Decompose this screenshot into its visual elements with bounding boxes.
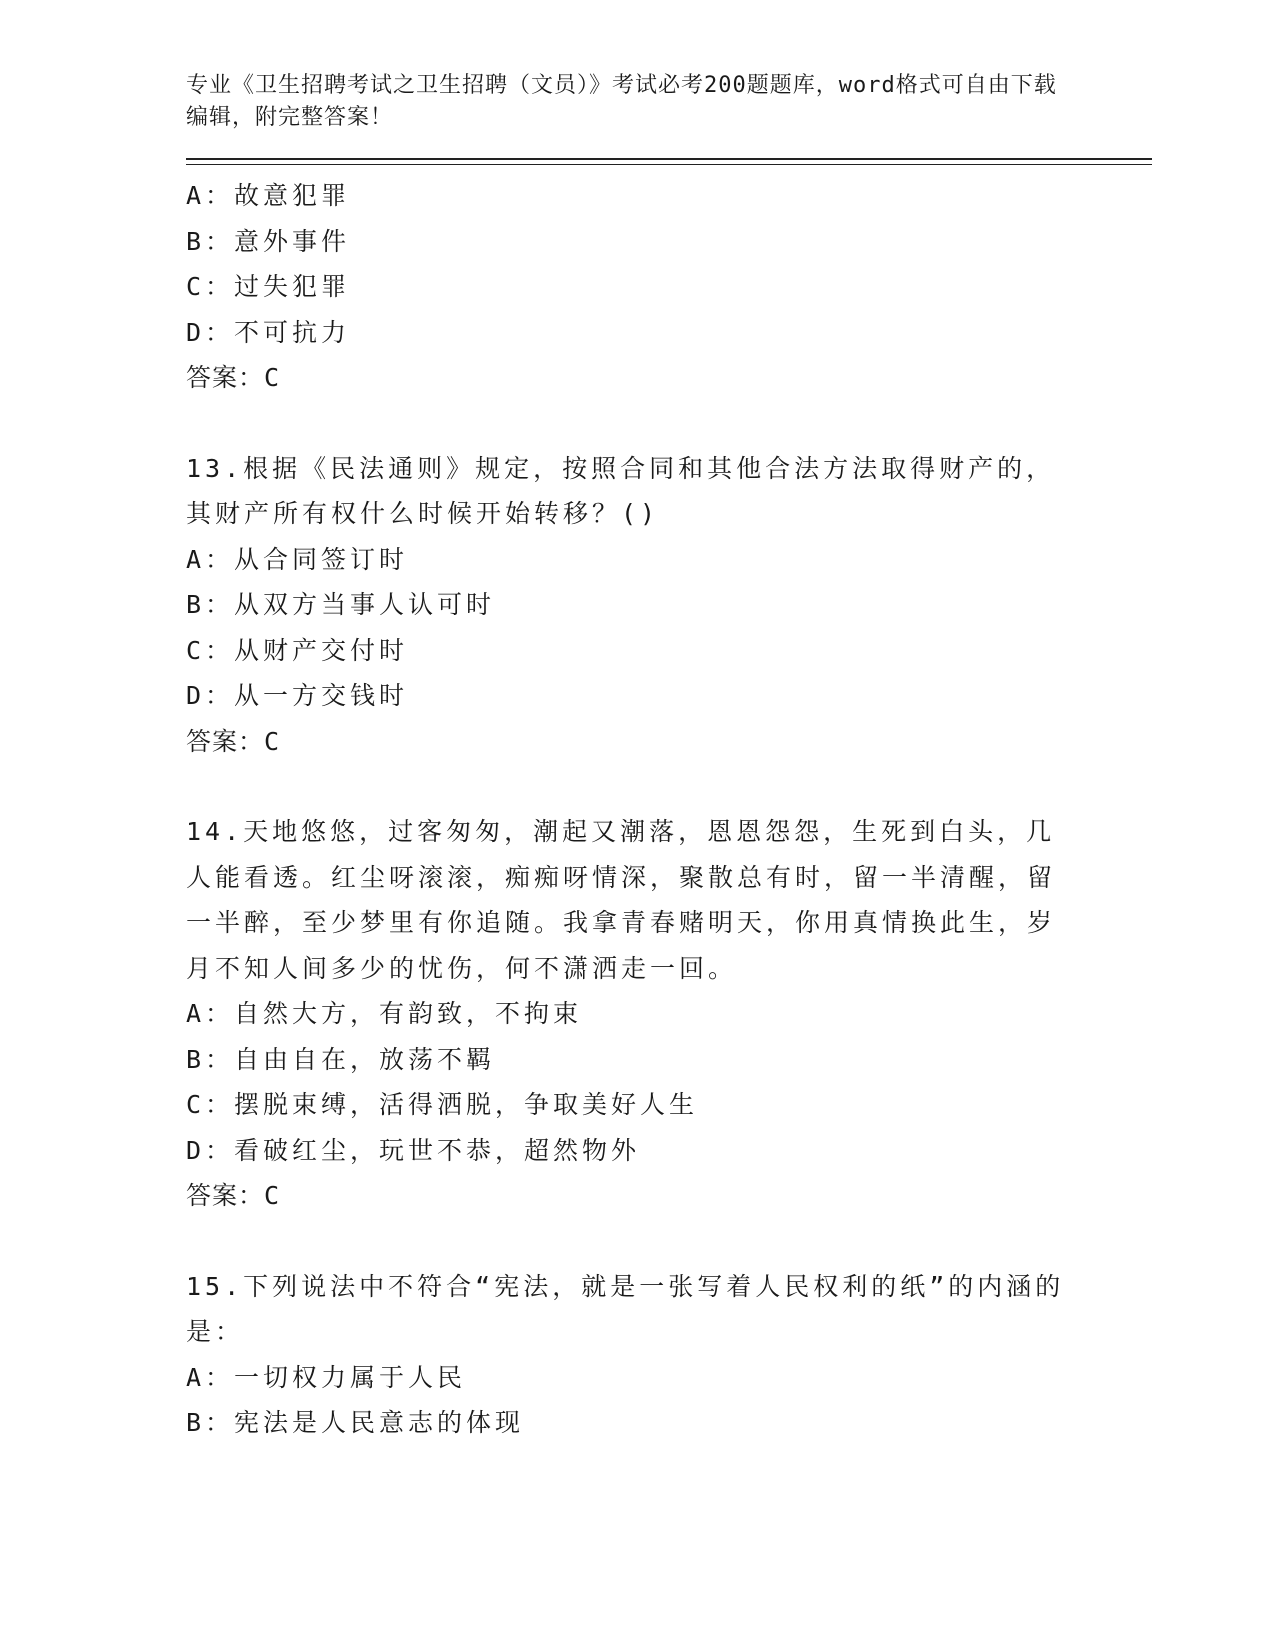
spacer [186, 401, 1156, 446]
question-13-block [186, 446, 1156, 765]
q14-option-a: A：自然大方，有韵致，不拘束 [186, 999, 583, 1028]
question-14-block [186, 809, 1156, 1219]
q13-option-a: A：从合同签订时 [186, 544, 409, 574]
question-15-block [186, 1264, 1156, 1446]
question-12-block [186, 173, 1156, 401]
document-page [186, 70, 1156, 1446]
q14-option-b: B：自由自在，放荡不羁 [186, 1044, 496, 1074]
q12-option-d: D：不可抗力 [186, 317, 351, 347]
q13-option-b: B：从双方当事人认可时 [186, 590, 496, 619]
q15-stem: 15.下列说法中不符合“宪法，就是一张写着人民权利的纸”的内涵的是： [186, 1271, 1065, 1346]
header-divider [186, 158, 1152, 165]
q14-option-d: D：看破红尘，玩世不恭，超然物外 [186, 1135, 641, 1165]
q14-option-c: C：摆脱束缚，活得洒脱，争取美好人生 [186, 1090, 699, 1119]
q15-option-a: A：一切权力属于人民 [186, 1362, 467, 1392]
document-header: 专业《卫生招聘考试之卫生招聘（文员）》考试必考200题题库，word格式可自由下载编辑，附完整答案！ [186, 73, 1057, 130]
q13-option-c: C：从财产交付时 [186, 635, 409, 665]
spacer [186, 764, 1156, 809]
q12-answer: 答案：C [186, 363, 281, 392]
q14-answer: 答案：C [186, 1181, 281, 1210]
q13-stem: 13.根据《民法通则》规定，按照合同和其他合法方法取得财产的，其财产所有权什么时候开始转移？() [186, 453, 1056, 528]
q13-option-d: D：从一方交钱时 [186, 681, 409, 710]
spacer [186, 1219, 1156, 1264]
q12-option-c: C：过失犯罪 [186, 272, 351, 301]
q12-option-b: B：意外事件 [186, 226, 351, 256]
q12-option-a: A：故意犯罪 [186, 181, 351, 210]
question-content [186, 173, 1156, 1446]
q14-stem: 14.天地悠悠，过客匆匆，潮起又潮落，恩恩怨怨，生死到白头，几人能看透。红尘呀滚滚，痴痴呀情深，聚散总有时，留一半清醒，留一半醉，至少梦里有你追随。我拿青春赌明天，你用真情换此生，岁月不知人间多少的忧伤，何不潇洒走一回。 [186, 817, 1057, 983]
q15-option-b: B：宪法是人民意志的体现 [186, 1408, 525, 1437]
q13-answer: 答案：C [186, 726, 281, 756]
